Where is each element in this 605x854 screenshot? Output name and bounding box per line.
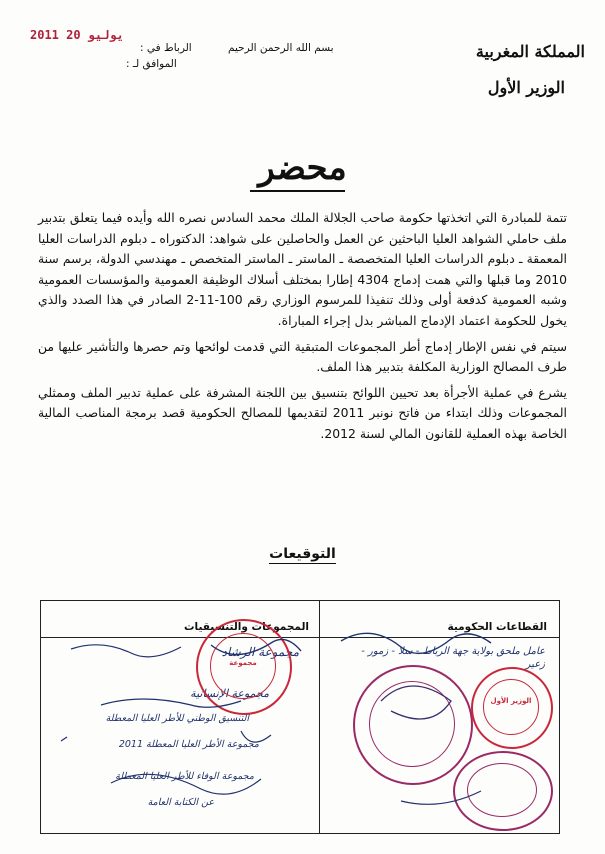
paragraph-1: تتمة للمبادرة التي اتخذتها حكومة صاحب الجلالة الملك محمد السادس نصره الله وأيده فيما يتعلق بتدبير ملف حاملي الشواهد العليا الباحثين عن العمل والحاصلين على شواهد: الدكتوراه ـ دبلوم الدراسات العليا المعمقة ـ دبلوم الدراسات العليا المتخصصة ـ الماستر ـ الماستر المتخصص ـ مهندسي الدولة، برسم سنة 2010 وما قبلها والتي همت إدماج 4304 إطارا بمختلف أسلاك الوظيفة العمومية والمؤسسات العمومية وشبه العمومية كدفعة أولى وذلك تنفيذا للمرسوم الوزاري رقم 100-11-2 الصادر في هذا الصدد والذي يخول للحكومة اعتماد الإدماج المباشر بدل إجراء المباراة. (38, 210, 567, 328)
document-title: محضر (258, 148, 347, 188)
group-signature-2: مجموعة الإنسانية (190, 687, 269, 700)
title-underline (250, 190, 345, 192)
basmala: بسم الله الرحمن الرحيم (228, 42, 334, 54)
sector-handwritten-note: عامل ملحق بولاية جهة الرباط - سلا - زمور - زعير (361, 646, 545, 670)
signatures-heading-text: التوقيعات (269, 546, 336, 562)
city-date-label: الرباط في : (140, 42, 192, 54)
group-signature-4: مجموعة الأطر العليا المعطلة 2011 (118, 739, 259, 750)
agreed-date-label: الموافق لـ : (126, 58, 177, 70)
col-sectors-header: القطاعات الحكومية (447, 621, 547, 633)
kingdom-header: المملكة المغربية (475, 42, 585, 61)
group-signature-6: عن الكتابة العامة (147, 797, 214, 808)
signatures-heading (0, 546, 605, 562)
minutes-body (38, 208, 567, 450)
minister-stamp-text: الوزير الأول (490, 697, 532, 705)
received-date-stamp: 2011 يوليو 20 (30, 28, 124, 42)
group-signature-3: التنسيق الوطني للأطر العليا المعطلة (105, 713, 249, 724)
paragraph-2: سيتم في نفس الإطار إدماج أطر المجموعات المتبقية التي قدمت لوائحها وتم حصرها والتأشير عليها من طرف المصالح الوزارية المكلفة بتدبير هذا الملف. (38, 338, 567, 375)
signatures-table (40, 600, 560, 834)
signature-scribbles (41, 601, 559, 833)
minister-header: الوزير الأول (487, 78, 565, 97)
group-stamp-text: مجموعة (229, 659, 257, 667)
col-groups-header: المجموعات والتنسيقيات (183, 621, 309, 633)
paragraph-3: يشرع في عملية الأجرأة بعد تحيين اللوائح بتنسيق بين اللجنة المشرفة على عملية تدبير الملف وممثلي المجموعات وذلك ابتداء من فاتح نونبر 2011 لتقديمها للمصالح الحكومية قصد برمجة المناصب المالية الخاصة بهذه العملية للقانون المالي لسنة 2012. (38, 384, 568, 441)
group-signature-5: مجموعة الوفاء للأطر العليا المعطلة (115, 771, 254, 782)
group-signature-1: مجموعة الرشاد (221, 645, 299, 659)
